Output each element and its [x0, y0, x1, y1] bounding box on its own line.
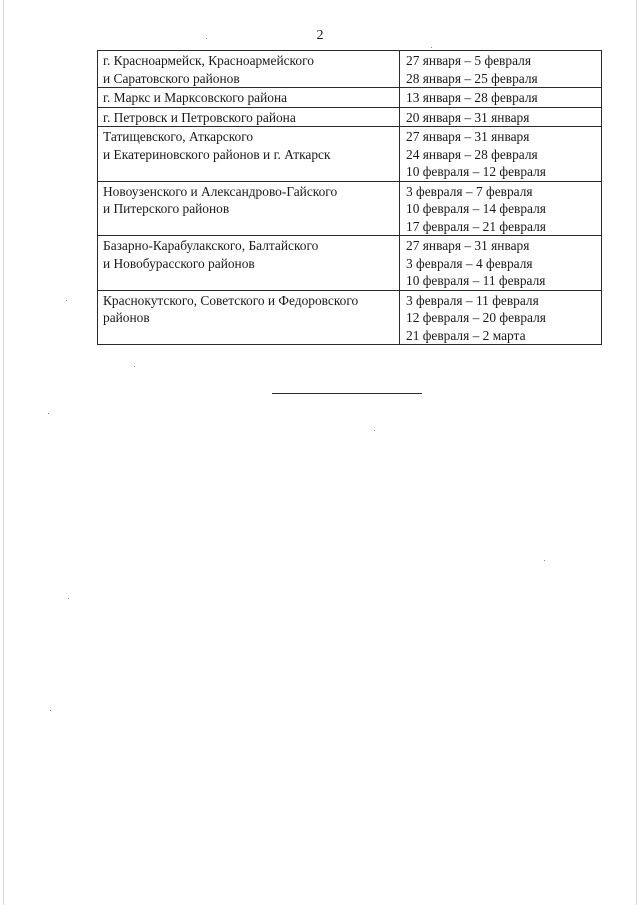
area-cell — [98, 51, 400, 88]
scan-speck — [134, 366, 135, 367]
scan-speck — [68, 598, 69, 599]
schedule-row — [98, 107, 602, 127]
area-name-line: и Саратовского районов — [103, 70, 240, 86]
area-cell — [98, 290, 400, 345]
date-range-line: 17 февраля – 21 февраля — [406, 218, 546, 234]
scan-speck — [431, 47, 432, 48]
page-number: 2 — [316, 28, 324, 43]
schedule-row — [98, 88, 602, 108]
schedule-table-body — [98, 51, 602, 345]
area-cell — [98, 181, 400, 236]
dates-cell — [400, 181, 602, 236]
date-range-line: 3 февраля – 7 февраля — [406, 183, 533, 199]
scan-speck — [50, 710, 51, 711]
area-cell — [98, 127, 400, 182]
area-name-line: Краснокутского, Советского и Федоровского — [103, 292, 359, 308]
date-range-line: 27 января – 31 января — [406, 238, 530, 253]
area-name-line: и Питерского районов — [103, 201, 230, 216]
date-range-line: 10 февраля – 11 февраля — [406, 273, 546, 288]
date-range-line: 12 февраля – 20 февраля — [406, 310, 546, 325]
date-range-line: 21 февраля – 2 марта — [406, 327, 526, 343]
schedule-row — [98, 51, 602, 88]
area-name-line: Новоузенского и Александрово-Гайского — [103, 183, 338, 199]
scan-speck — [544, 560, 545, 561]
dates-cell — [400, 51, 602, 88]
schedule-row — [98, 127, 602, 182]
area-name-line: г. Маркс и Марксовского района — [103, 90, 288, 105]
area-name-line: и Екатериновского районов и г. Аткарск — [103, 146, 331, 162]
dates-cell — [400, 290, 602, 345]
schedule-table — [97, 50, 602, 345]
area-name-line: Татищевского, Аткарского — [103, 129, 254, 144]
area-cell — [98, 236, 400, 291]
scan-edge-line — [636, 0, 637, 905]
area-cell — [98, 107, 400, 127]
date-range-line: 27 января – 31 января — [406, 129, 530, 144]
scan-speck — [374, 430, 375, 431]
dates-cell — [400, 107, 602, 127]
date-range-line: 28 января – 25 февраля — [406, 70, 538, 86]
date-range-line: 10 февраля – 14 февраля — [406, 201, 546, 216]
area-name-line: г. Красноармейск, Красноармейского — [103, 53, 314, 68]
schedule-row — [98, 181, 602, 236]
date-range-line: 27 января – 5 февраля — [406, 53, 531, 68]
dates-cell — [400, 88, 602, 108]
scan-speck — [48, 413, 49, 414]
date-range-line: 10 февраля – 12 февраля — [406, 164, 546, 179]
date-range-line: 24 января – 28 февраля — [406, 146, 538, 162]
scan-speck — [206, 38, 207, 39]
date-range-line: 3 февраля – 4 февраля — [406, 255, 533, 271]
date-range-line: 3 февраля – 11 февраля — [406, 292, 539, 308]
area-cell — [98, 88, 400, 108]
dates-cell — [400, 236, 602, 291]
area-name-line: и Новобурасского районов — [103, 255, 255, 271]
dates-cell — [400, 127, 602, 182]
date-range-line: 20 января – 31 января — [406, 109, 530, 125]
area-name-line: районов — [103, 310, 150, 325]
scan-edge-line — [3, 0, 4, 905]
closing-rule — [272, 393, 422, 394]
scan-speck — [66, 300, 67, 301]
area-name-line: Базарно-Карабулакского, Балтайского — [103, 238, 319, 253]
schedule-row — [98, 290, 602, 345]
date-range-line: 13 января – 28 февраля — [406, 90, 538, 105]
schedule-row — [98, 236, 602, 291]
area-name-line: г. Петровск и Петровского района — [103, 109, 296, 125]
